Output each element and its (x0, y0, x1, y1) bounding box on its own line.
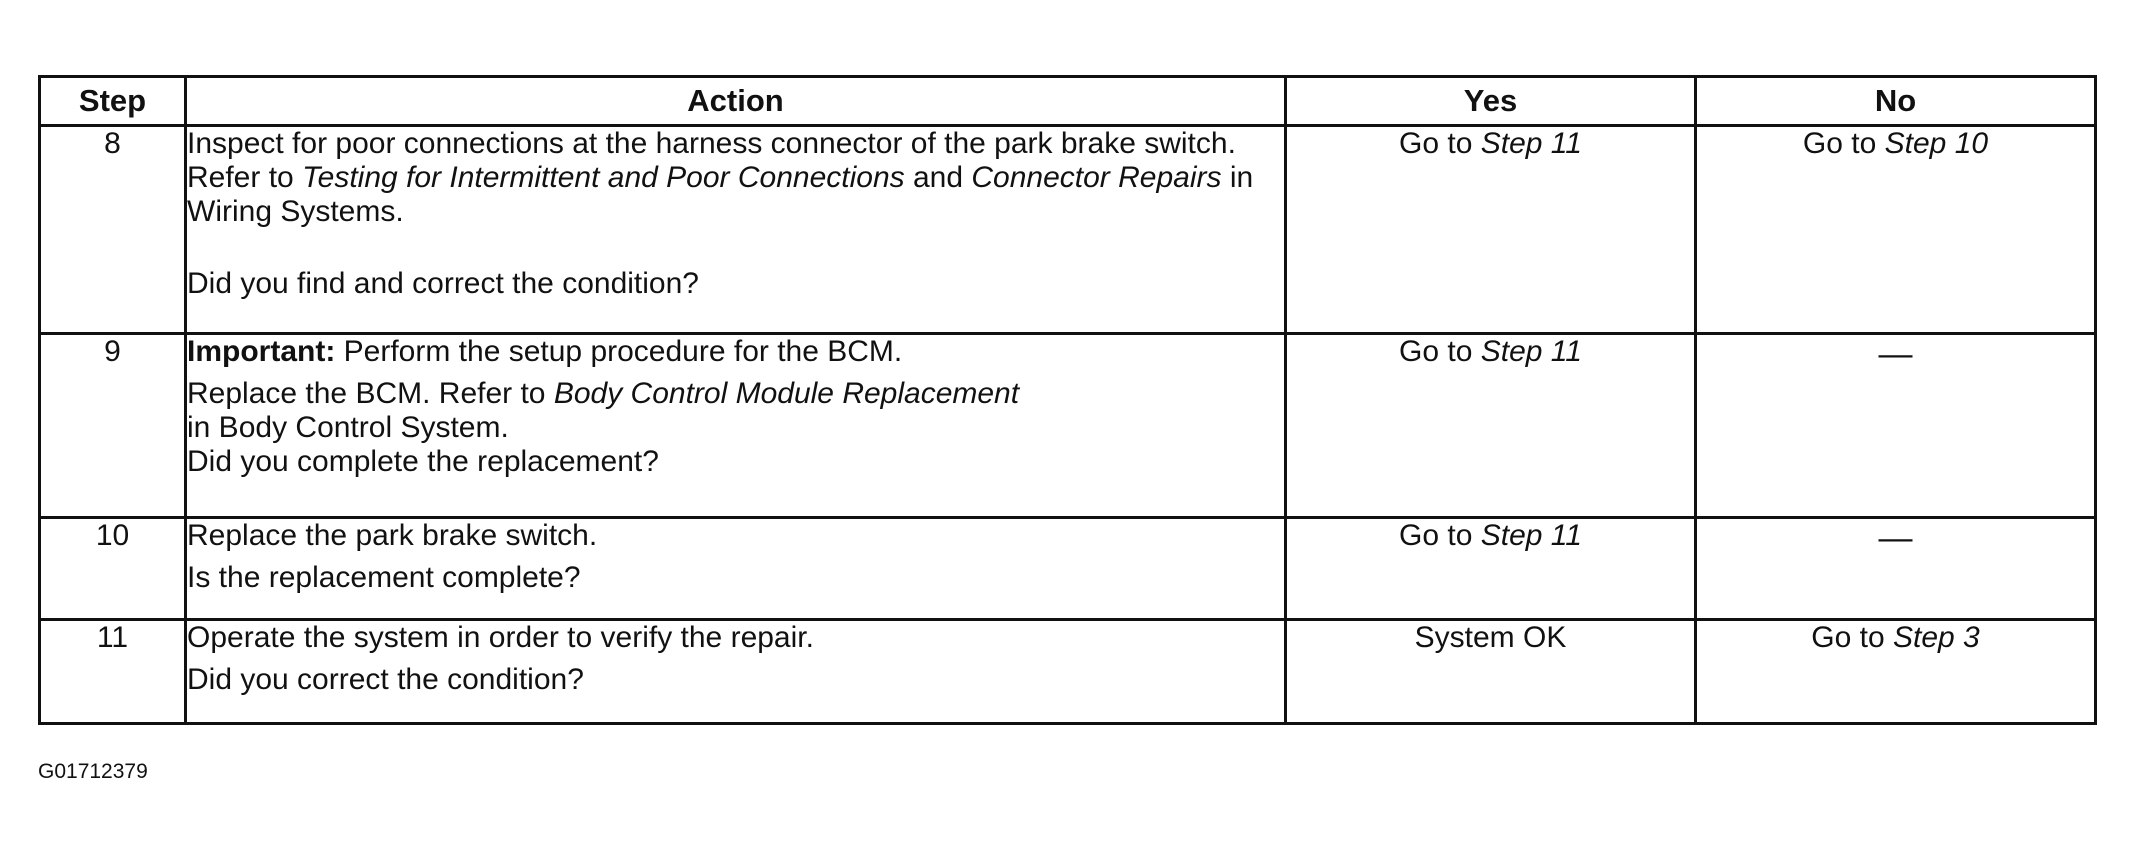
step-link[interactable]: Step 11 (1480, 519, 1582, 552)
step-number: 10 (40, 518, 186, 620)
action-text: Replace the park brake switch. (187, 519, 598, 552)
action-text (187, 127, 1284, 229)
step-number: 9 (40, 334, 186, 518)
action-cell (186, 126, 1286, 334)
header-step: Step (40, 77, 186, 126)
action-text-part: Replace the BCM. Refer to (187, 377, 554, 410)
header-yes: Yes (1286, 77, 1696, 126)
yes-prefix: Go to (1399, 519, 1481, 552)
important-note (187, 335, 1284, 369)
yes-cell (1286, 126, 1696, 334)
table-row (40, 334, 2096, 518)
action-cell (186, 518, 1286, 620)
ref-link[interactable]: Testing for Intermittent and Poor Connections (302, 161, 905, 194)
action-text: Operate the system in order to verify the repair. (187, 621, 814, 654)
no-cell (1696, 620, 2096, 724)
yes-prefix: Go to (1399, 127, 1481, 160)
action-text-part: and (904, 161, 972, 194)
action-text (187, 377, 1284, 445)
action-text-part: Inspect for poor connections at the harness connector of the park brake switch. Refer to (187, 127, 1236, 194)
no-prefix: Go to (1802, 127, 1885, 160)
header-action: Action (186, 77, 1286, 126)
table-row (40, 620, 2096, 724)
step-link[interactable]: Step 11 (1480, 335, 1582, 368)
important-text: Perform the setup procedure for the BCM. (335, 335, 903, 368)
no-prefix: Go to (1811, 621, 1893, 654)
table-row (40, 518, 2096, 620)
action-question: Is the replacement complete? (187, 561, 581, 594)
yes-prefix: Go to (1399, 335, 1481, 368)
action-cell (186, 334, 1286, 518)
diagnostic-table (38, 75, 2097, 725)
step-link[interactable]: Step 10 (1884, 127, 1989, 160)
step-link[interactable]: Step 3 (1892, 621, 1980, 654)
ref-link[interactable]: Connector Repairs (971, 161, 1222, 194)
figure-id: G01712379 (38, 760, 148, 783)
yes-cell: System OK (1286, 620, 1696, 724)
header-no: No (1696, 77, 2096, 126)
action-question: Did you complete the replacement? (187, 445, 659, 478)
action-text-part: in Wiring Systems. (187, 161, 1254, 228)
action-question: Did you find and correct the condition? (187, 267, 699, 300)
action-text-part: in Body Control System. (187, 411, 509, 444)
step-link[interactable]: Step 11 (1480, 127, 1582, 160)
ref-link[interactable]: Body Control Module Replacement (553, 377, 1020, 410)
important-label: Important: (187, 335, 336, 368)
action-question: Did you correct the condition? (187, 663, 584, 696)
step-number: 8 (40, 126, 186, 334)
yes-cell (1286, 334, 1696, 518)
no-cell (1696, 126, 2096, 334)
step-number: 11 (40, 620, 186, 724)
action-cell (186, 620, 1286, 724)
header-row (40, 77, 2096, 126)
no-cell-dash: — (1696, 334, 2096, 518)
no-cell-dash: — (1696, 518, 2096, 620)
table-row (40, 126, 2096, 334)
yes-cell (1286, 518, 1696, 620)
